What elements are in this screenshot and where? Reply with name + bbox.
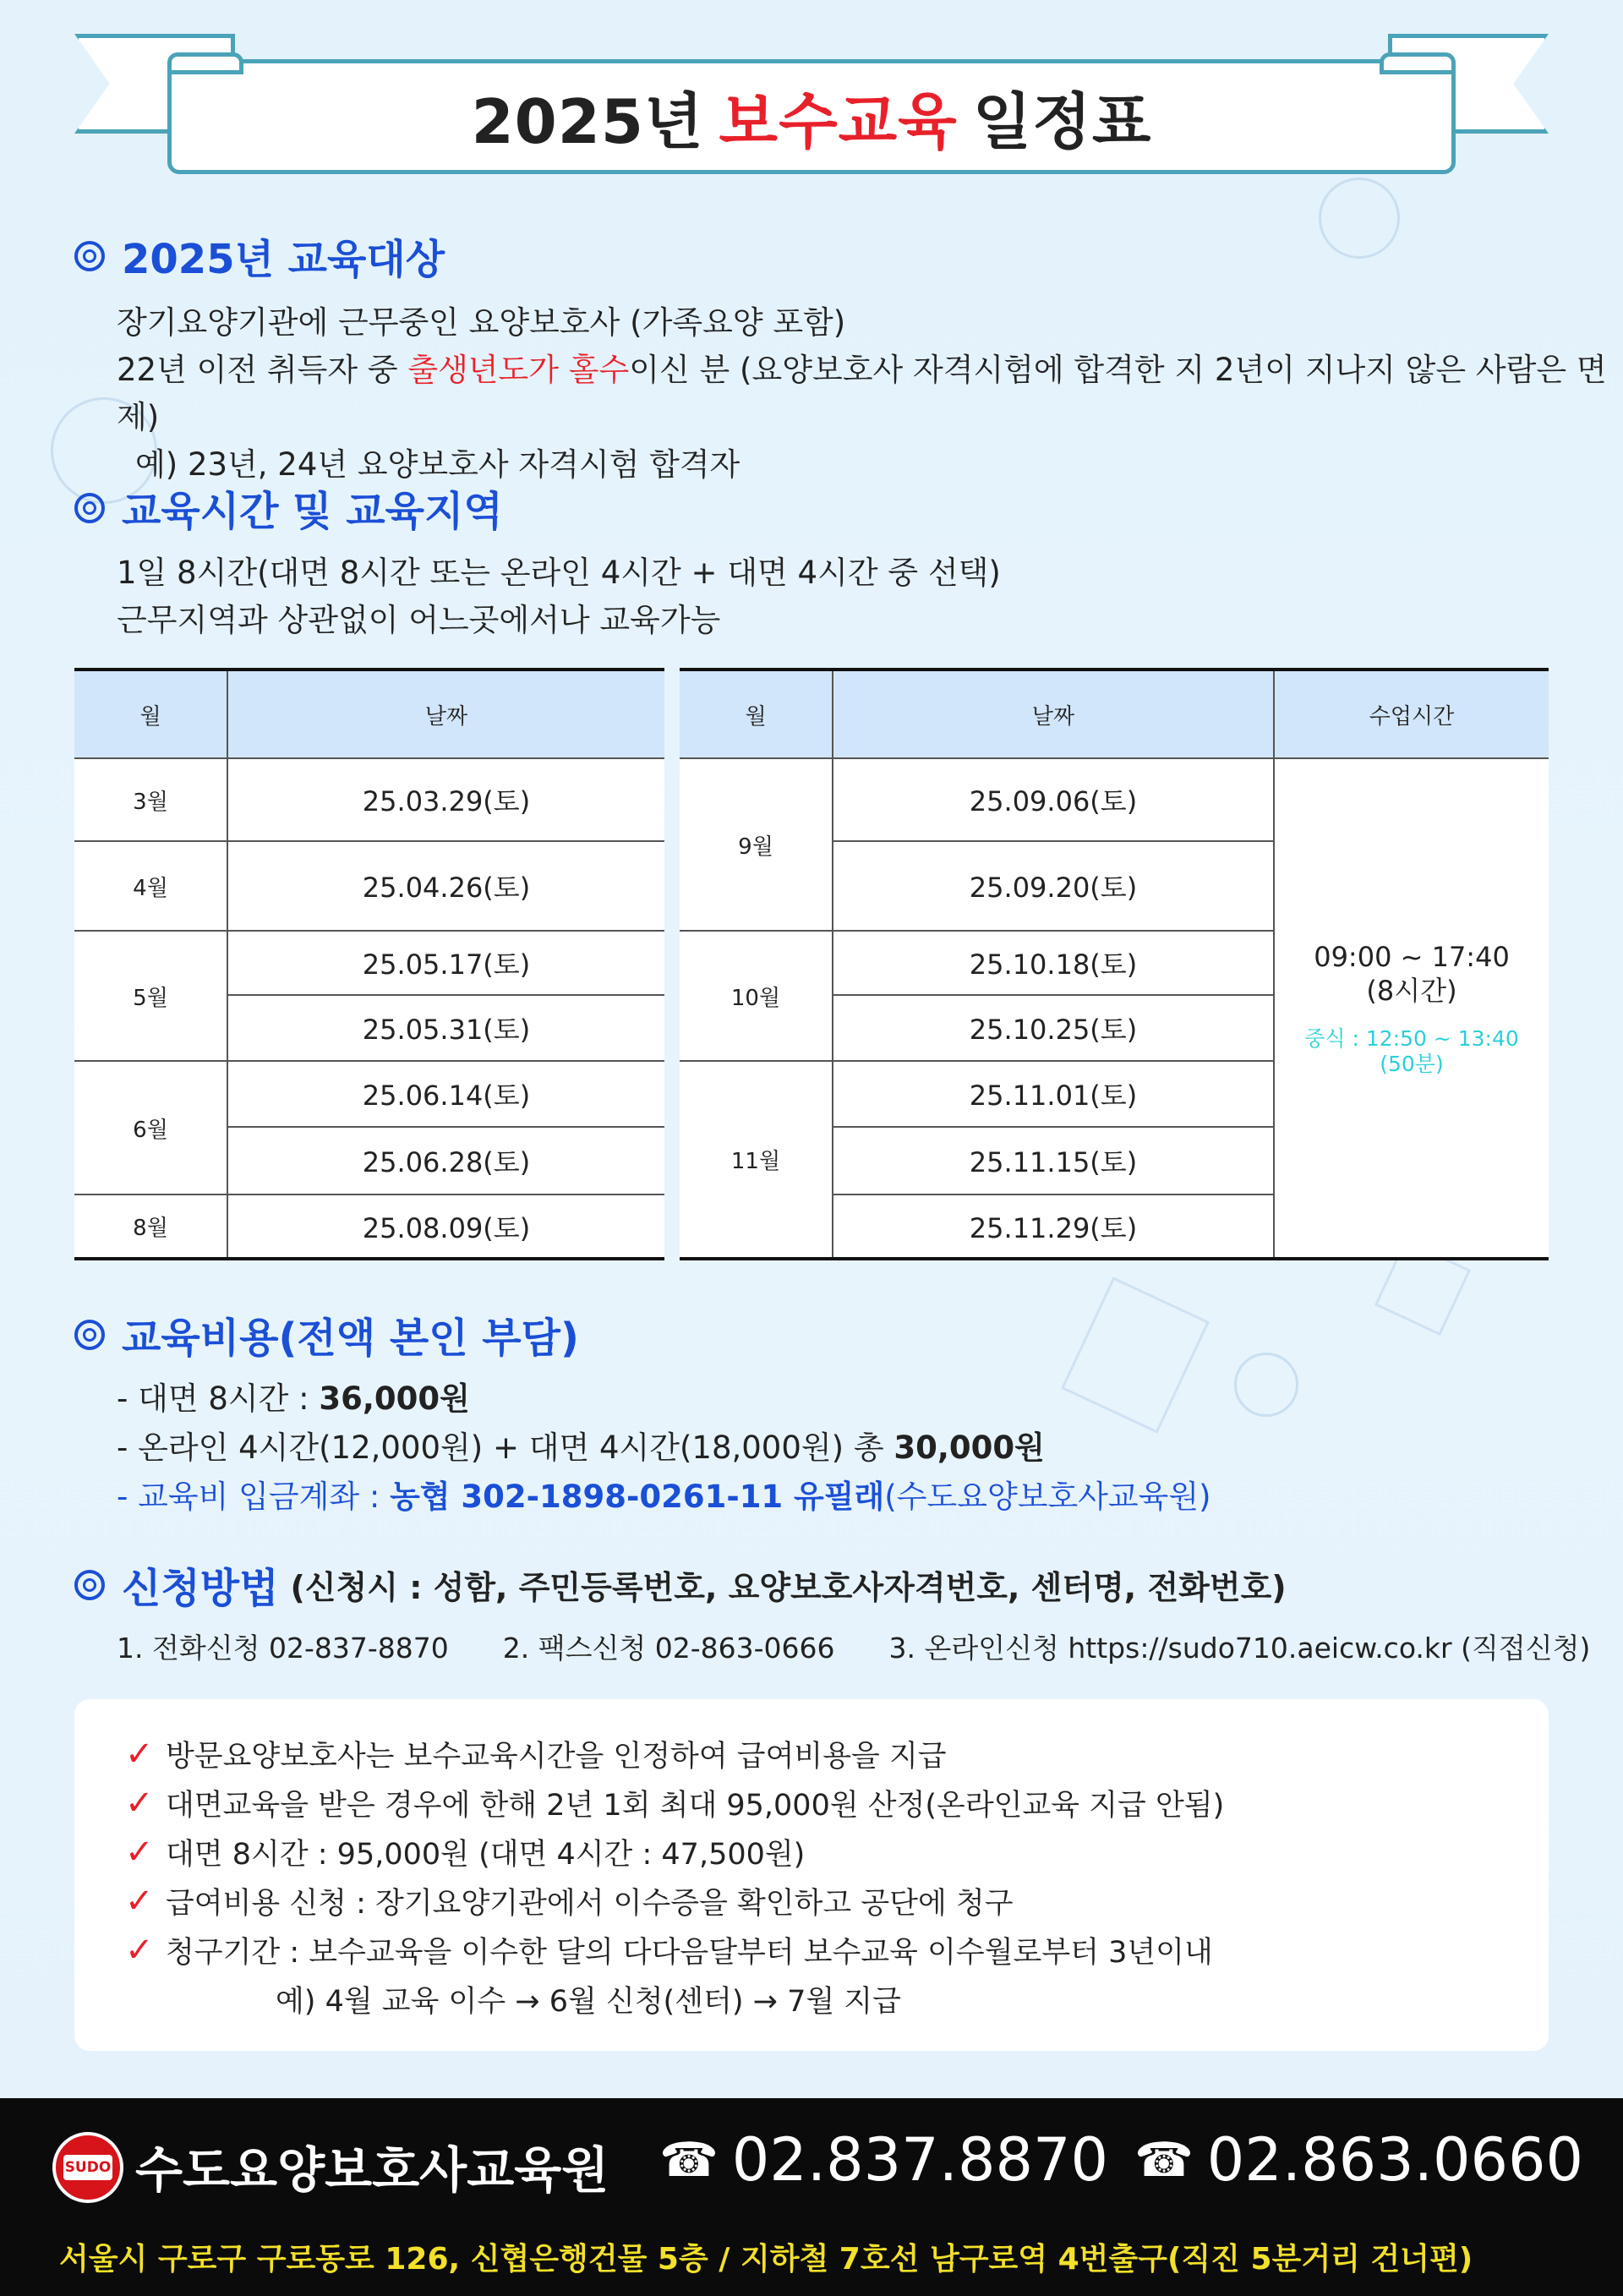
table-row	[74, 758, 664, 841]
class-hours: (8시간)	[1366, 974, 1457, 1007]
month-cell: 8월	[74, 1194, 227, 1259]
note-item: ✓ 대면교육을 받은 경우에 한해 2년 1회 최대 95,000원 산정(온라인교육 지급 안됨)	[125, 1784, 1225, 1823]
logo-text: SUDO	[63, 2155, 112, 2180]
cost-line-2: - 온라인 4시간(12,000원) + 대면 4시간(18,000원) 총 30,000원	[117, 1430, 1045, 1466]
header-month: 월	[74, 670, 227, 758]
month-cell: 11월	[680, 1061, 833, 1259]
section-time-body	[117, 549, 1001, 644]
time-line-2: 근무지역과 상관없이 어느곳에서나 교육가능	[117, 602, 721, 638]
page-title	[167, 59, 1456, 174]
section-title: 2025년 교육대상	[122, 236, 445, 283]
schedule-table-right	[680, 668, 1549, 1260]
telephone-icon: ☎	[659, 2132, 719, 2188]
double-circle-icon	[74, 241, 105, 271]
title-suffix: 일정표	[972, 86, 1152, 157]
note-item: ✓ 방문요양보호사는 보수교육시간을 인정하여 급여비용을 지급	[125, 1735, 947, 1774]
date-cell: 25.06.28(토)	[227, 1127, 664, 1194]
date-cell: 25.11.01(토)	[833, 1061, 1274, 1127]
phone-2[interactable]: ☎ 02.863.0660	[1134, 2125, 1584, 2195]
target-line-3: 예) 23년, 24년 요양보호사 자격시험 합격자	[135, 446, 740, 483]
sudo-logo	[52, 2132, 123, 2203]
header-class-time: 수업시간	[1274, 670, 1549, 758]
double-circle-icon	[74, 1570, 105, 1600]
section-apply-heading	[74, 1555, 1287, 1614]
highlight-odd-birth-year: 출생년도가 홀수	[407, 352, 630, 388]
table-row	[74, 931, 664, 995]
date-cell: 25.11.29(토)	[833, 1194, 1274, 1259]
date-cell: 25.11.15(토)	[833, 1127, 1274, 1194]
month-cell: 9월	[680, 758, 833, 931]
table-header-row	[74, 670, 664, 758]
apply-methods	[117, 1626, 1590, 1666]
time-line-1: 1일 8시간(대면 8시간 또는 온라인 4시간 + 대면 4시간 중 선택)	[117, 555, 1001, 591]
bank-account: 농협 302-1898-0261-11 유필래	[390, 1479, 885, 1515]
checkmark-icon: ✓	[125, 1931, 154, 1970]
date-cell: 25.03.29(토)	[227, 758, 664, 841]
date-cell: 25.10.18(토)	[833, 931, 1274, 995]
schedule-table-left	[74, 668, 664, 1260]
checkmark-icon: ✓	[125, 1833, 154, 1872]
cost-face-to-face: 36,000원	[319, 1380, 470, 1417]
cost-line-1: - 대면 8시간 : 36,000원	[117, 1380, 470, 1417]
checkmark-icon: ✓	[125, 1735, 154, 1774]
double-circle-icon	[74, 1320, 105, 1350]
background-decoration	[1319, 178, 1400, 259]
note-example: 예) 4월 교육 이수 → 6월 신청(센터) → 7월 지급	[276, 1985, 901, 2019]
section-title: 교육시간 및 교육지역	[122, 488, 503, 535]
phone-1[interactable]: ☎ 02.837.8870	[659, 2125, 1109, 2195]
month-cell: 3월	[74, 758, 227, 841]
month-cell: 6월	[74, 1061, 227, 1194]
section-title: 신청방법	[122, 1565, 279, 1612]
table-row	[74, 1194, 664, 1259]
section-cost-body	[117, 1375, 1211, 1522]
lunch-time: 중식 : 12:50 ~ 13:40	[1304, 1025, 1519, 1051]
checkmark-icon: ✓	[125, 1882, 154, 1921]
date-cell: 25.10.25(토)	[833, 995, 1274, 1061]
date-cell: 25.05.31(토)	[227, 995, 664, 1061]
header-date: 날짜	[227, 670, 664, 758]
header-month: 월	[680, 670, 833, 758]
header-date: 날짜	[833, 670, 1274, 758]
background-decoration	[1234, 1353, 1298, 1417]
apply-phone: 1. 전화신청 02-837-8870	[117, 1632, 449, 1665]
section-time-heading	[74, 478, 503, 537]
double-circle-icon	[74, 493, 105, 523]
month-cell: 10월	[680, 931, 833, 1061]
date-cell: 25.05.17(토)	[227, 931, 664, 995]
date-cell: 25.04.26(토)	[227, 841, 664, 931]
section-target-body	[117, 299, 1623, 489]
footer	[0, 2098, 1623, 2296]
target-line-1: 장기요양기관에 근무중인 요양보호사 (가족요양 포함)	[117, 304, 846, 341]
target-line-2: 22년 이전 취득자 중 출생년도가 홀수이신 분 (요양보호사 자격시험에 합격한 지 2년이 지나지 않은 사람은 면제)	[117, 352, 1607, 435]
address: 서울시 구로구 구로동로 126, 신협은행건물 5층 / 지하철 7호선 남구로역 4번출구(직진 5분거리 건너편)	[59, 2242, 1473, 2277]
org-name: 수도요양보호사교육원	[135, 2141, 609, 2199]
note-item: ✓ 대면 8시간 : 95,000원 (대면 4시간 : 47,500원)	[125, 1833, 806, 1872]
month-cell: 5월	[74, 931, 227, 1061]
class-time: 09:00 ~ 17:40	[1314, 940, 1510, 973]
title-highlight: 보수교육	[719, 86, 958, 157]
date-cell: 25.09.20(토)	[833, 841, 1274, 931]
table-row	[680, 758, 1549, 841]
date-cell: 25.08.09(토)	[227, 1194, 664, 1259]
month-cell: 4월	[74, 841, 227, 931]
apply-online: 3. 온라인신청 https://sudo710.aeicw.co.kr (직접신청)	[888, 1632, 1591, 1665]
banner-curl-right	[1380, 52, 1456, 74]
notes-box	[74, 1699, 1549, 2051]
section-target-heading	[74, 227, 445, 285]
section-title: 교육비용(전액 본인 부담)	[122, 1315, 579, 1362]
note-item: ✓ 급여비용 신청 : 장기요양기관에서 이수증을 확인하고 공단에 청구	[125, 1882, 1014, 1921]
date-cell: 25.06.14(토)	[227, 1061, 664, 1127]
cost-line-3: - 교육비 입금계좌 : 농협 302-1898-0261-11 유필래(수도요양보호사교육원)	[117, 1479, 1211, 1515]
class-time-cell	[1274, 758, 1549, 1259]
telephone-icon: ☎	[1134, 2132, 1194, 2188]
checkmark-icon: ✓	[125, 1784, 154, 1823]
lunch-duration: (50분)	[1380, 1051, 1444, 1076]
table-row	[74, 1061, 664, 1127]
table-row	[74, 841, 664, 931]
date-cell: 25.09.06(토)	[833, 758, 1274, 841]
table-header-row	[680, 670, 1549, 758]
apply-fax: 2. 팩스신청 02-863-0666	[502, 1632, 835, 1665]
section-cost-heading	[74, 1305, 579, 1364]
cost-total: 30,000원	[893, 1430, 1045, 1466]
section-subtitle: (신청시 : 성함, 주민등록번호, 요양보호사자격번호, 센터명, 전화번호)	[290, 1569, 1287, 1606]
note-item: ✓ 청구기간 : 보수교육을 이수한 달의 다다음달부터 보수교육 이수월로부터 3년이내	[125, 1931, 1213, 1970]
title-year: 2025년	[471, 86, 704, 157]
banner-curl-left	[167, 52, 243, 74]
